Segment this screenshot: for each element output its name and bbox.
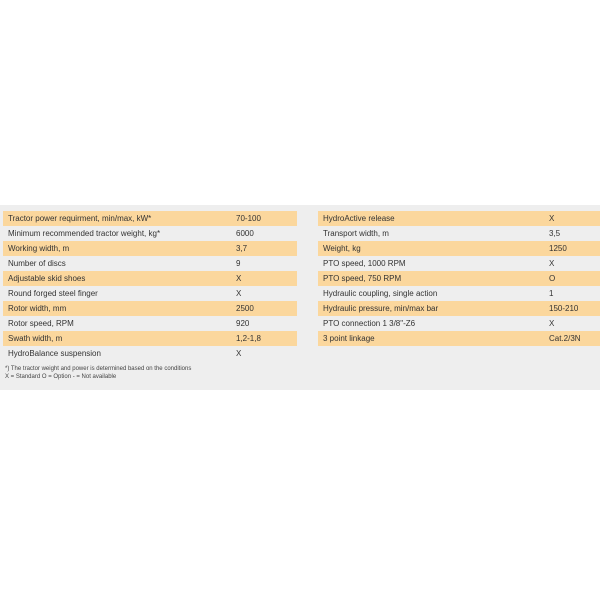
spec-label: Hydraulic pressure, min/max bar [323, 304, 439, 313]
spec-label: HydroBalance suspension [8, 349, 101, 358]
spec-value: 150-210 [549, 304, 579, 313]
spec-row [3, 226, 297, 241]
spec-row [318, 316, 600, 331]
spec-row [318, 301, 600, 316]
spec-label: Swath width, m [8, 334, 63, 343]
spec-row [3, 331, 297, 346]
spec-value: X [549, 259, 555, 268]
spec-label: PTO speed, 1000 RPM [323, 259, 406, 268]
specs-table-right [318, 211, 600, 346]
spec-label: Transport width, m [323, 229, 389, 238]
spec-label: Adjustable skid shoes [8, 274, 86, 283]
spec-label: Working width, m [8, 244, 70, 253]
spec-row [3, 271, 297, 286]
spec-row [3, 346, 297, 361]
spec-value: X [549, 214, 555, 223]
spec-value: X [236, 349, 242, 358]
footnote-legend: X = Standard O = Option - = Not available [5, 374, 117, 380]
spec-value: O [549, 274, 556, 283]
spec-row [318, 241, 600, 256]
spec-value: 1,2-1,8 [236, 334, 261, 343]
spec-label: PTO connection 1 3/8"-Z6 [323, 319, 416, 328]
spec-value: 3,7 [236, 244, 248, 253]
spec-row [318, 256, 600, 271]
spec-label: Number of discs [8, 259, 66, 268]
spec-label: Tractor power requirment, min/max, kW* [8, 214, 152, 223]
spec-row [318, 271, 600, 286]
specs-table-left [3, 211, 297, 361]
spec-label: Weight, kg [323, 244, 361, 253]
spec-row [3, 301, 297, 316]
spec-row [3, 256, 297, 271]
spec-value: 1250 [549, 244, 567, 253]
spec-value: 70-100 [236, 214, 261, 223]
spec-row [3, 211, 297, 226]
spec-value: X [236, 274, 242, 283]
footnotes [5, 365, 191, 381]
spec-panel [0, 205, 600, 390]
spec-value: X [236, 289, 242, 298]
spec-label: Minimum recommended tractor weight, kg* [8, 229, 161, 238]
spec-row [3, 286, 297, 301]
spec-value: Cat.2/3N [549, 334, 581, 343]
spec-row [318, 331, 600, 346]
spec-label: Rotor width, mm [8, 304, 67, 313]
spec-label: Rotor speed, RPM [8, 319, 74, 328]
spec-label: 3 point linkage [323, 334, 375, 343]
spec-row [318, 286, 600, 301]
footnote-weight-power: *) The tractor weight and power is determined based on the conditions [5, 366, 192, 372]
spec-value: 920 [236, 319, 250, 328]
spec-row [318, 226, 600, 241]
spec-row [318, 211, 600, 226]
spec-label: Round forged steel finger [8, 289, 98, 298]
spec-value: 6000 [236, 229, 254, 238]
spec-value: 2500 [236, 304, 254, 313]
spec-value: X [549, 319, 555, 328]
spec-value: 3,5 [549, 229, 561, 238]
spec-row [3, 241, 297, 256]
spec-label: PTO speed, 750 RPM [323, 274, 402, 283]
spec-row [3, 316, 297, 331]
spec-value: 1 [549, 289, 554, 298]
spec-value: 9 [236, 259, 241, 268]
spec-label: HydroActive release [323, 214, 395, 223]
spec-label: Hydraulic coupling, single action [323, 289, 438, 298]
